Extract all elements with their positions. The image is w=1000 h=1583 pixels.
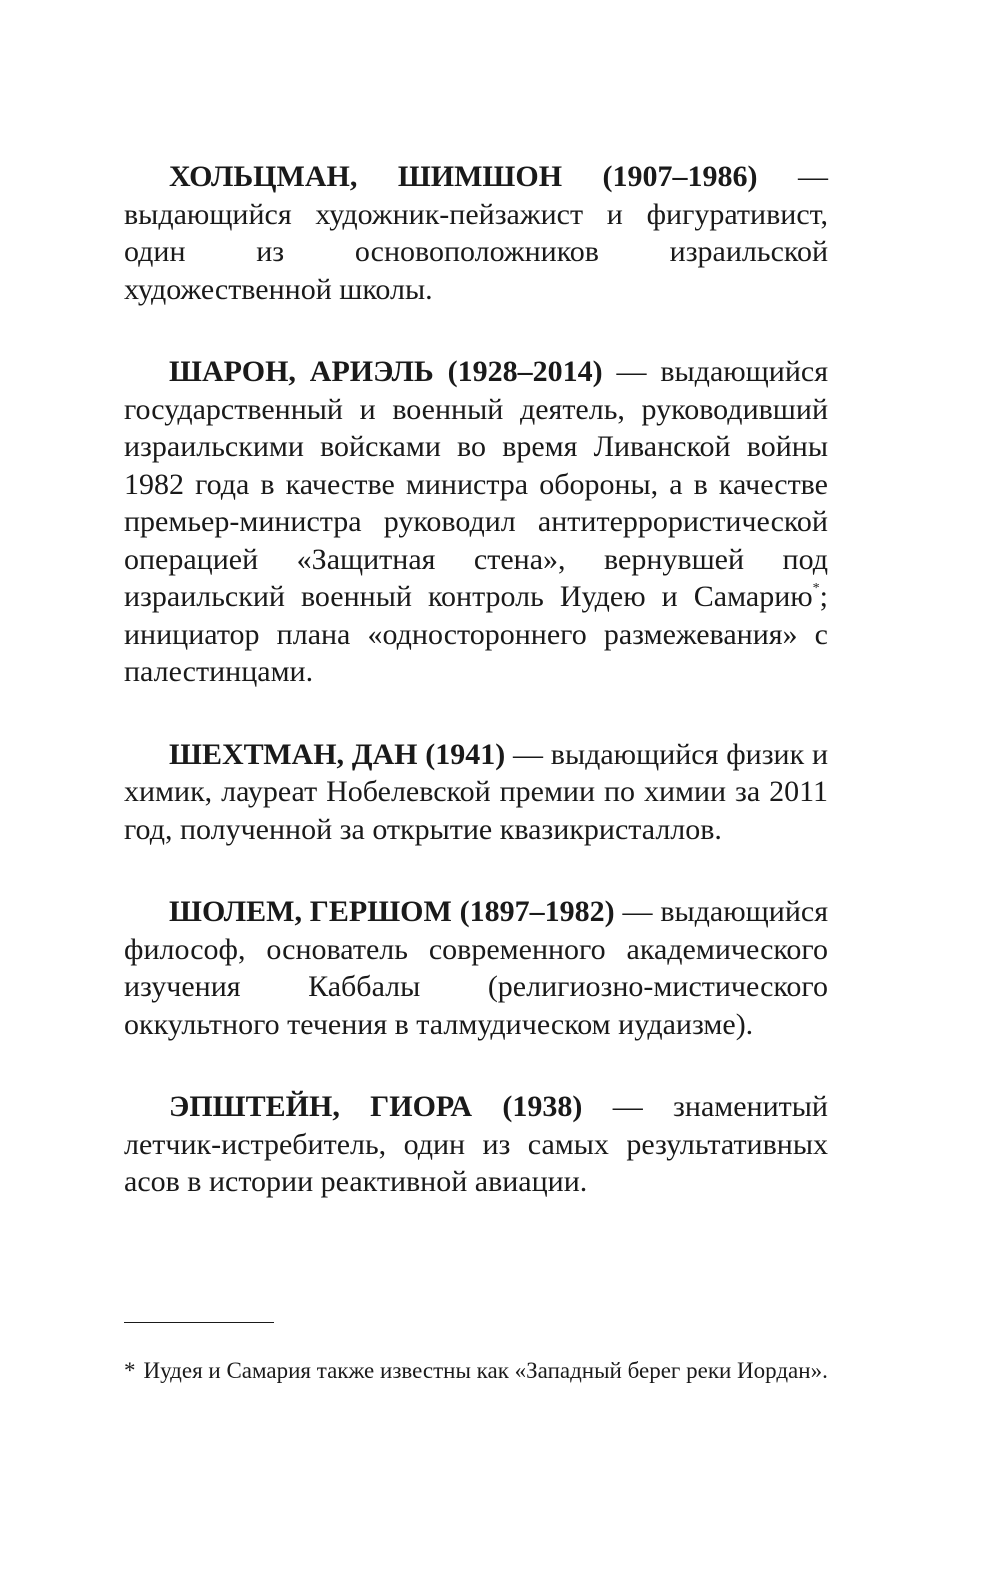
footnote-text: Иудея и Самария также известны как «Западный берег реки Иордан». (143, 1358, 828, 1383)
page-body (124, 158, 828, 1246)
footnote-reference: * (812, 581, 820, 596)
entry-scholem (124, 893, 828, 1043)
entry-name: ШОЛЕМ, ГЕРШОМ (1897–1982) (169, 895, 615, 928)
entry-name: ШЕХТМАН, ДАН (1941) (169, 737, 506, 771)
entry-name: ШАРОН, АРИЭЛЬ (1928–2014) (169, 355, 603, 388)
entry-shechtman (124, 736, 828, 849)
entry-text-continued: ; инициатор плана «одностороннего размежевания» с палестинцами. (124, 580, 828, 688)
entry-text: — выдающийся государственный и военный деятель, руководивший израильскими войсками во время Ливанской войны 1982 года в качестве министра обороны, а в качестве премьер-министра руководил антитеррористической операцией «Защитная стена», вернувшей под израильский военный контроль Иудею и Самарию (124, 355, 828, 613)
entry-text: — знаменитый летчик-истребитель, один из самых результативных асов в истории реактивной авиации. (124, 1090, 828, 1198)
footnote (124, 1355, 828, 1386)
entry-sharon (124, 353, 828, 691)
footnote-mark: * (124, 1358, 136, 1383)
entry-text: — выдающийся философ, основатель современного академического изучения Каббалы (религиозно-мистического оккультного течения в талмудическом иудаизме). (124, 895, 828, 1041)
entry-name: ЭПШТЕЙН, ГИОРА (1938) (169, 1090, 583, 1123)
entry-text: — выдающийся физик и химик, лауреат Нобелевской премии по химии за 2011 год, полученной за открытие квазикристаллов. (124, 737, 829, 846)
footnote-divider (124, 1322, 274, 1323)
entry-holtsman (124, 158, 828, 308)
entry-text: — выдающийся художник-пейзажист и фигуративист, один из основоположников израильской художественной школы. (124, 160, 828, 306)
entry-name: ХОЛЬЦМАН, ШИМШОН (1907–1986) (169, 160, 758, 193)
entry-epstein (124, 1088, 828, 1201)
